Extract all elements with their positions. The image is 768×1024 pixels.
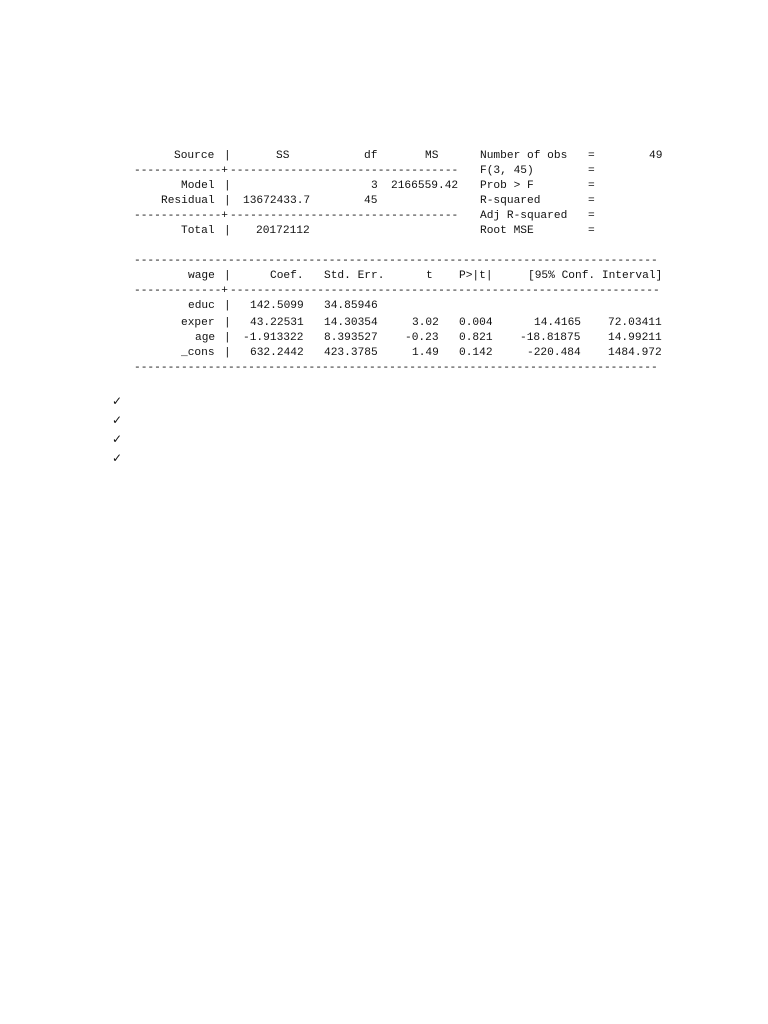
coef-ci-low: 14.4165	[534, 317, 581, 329]
checkmark-icon: ✓	[112, 413, 123, 427]
coef-se: 14.30354	[324, 317, 378, 329]
coef-vbar: |	[224, 332, 231, 344]
coef-var: age	[195, 332, 216, 344]
coef-rule-bottom: ------------------------------------------------------------------------------	[134, 362, 658, 374]
fit-stat-eq: =	[588, 195, 595, 207]
coef-t: 1.49	[412, 347, 439, 359]
fit-stat-label: Root MSE	[480, 225, 534, 237]
coef-value: 632.2442	[250, 347, 304, 359]
fit-stat-eq: =	[588, 180, 595, 192]
fit-stat-label: Number of obs	[480, 150, 568, 162]
anova-vbar: |	[224, 225, 231, 237]
anova-row-label: Residual	[161, 195, 215, 207]
anova-header-df: df	[364, 150, 378, 162]
coef-se: 8.393527	[324, 332, 378, 344]
coef-rule-sep-right: ----------------------------------------------------------------	[230, 285, 660, 297]
coef-ci-low: -220.484	[527, 347, 581, 359]
coef-p: 0.004	[459, 317, 493, 329]
checkmark-icon: ✓	[112, 432, 123, 446]
fit-stat-label: Prob > F	[480, 180, 534, 192]
coef-value: 43.22531	[250, 317, 304, 329]
anova-row-ss: 20172112	[256, 225, 310, 237]
coef-vbar: |	[224, 300, 231, 312]
anova-row-ms: 2166559.42	[391, 180, 459, 192]
fit-stat-label: F(3, 45)	[480, 165, 534, 177]
coef-ci-high: 1484.972	[608, 347, 662, 359]
coef-header-p: P>|t|	[459, 270, 493, 282]
coef-vbar: |	[224, 347, 231, 359]
anova-row-df: 45	[364, 195, 378, 207]
fit-stat-label: R-squared	[480, 195, 541, 207]
anova-rule-right: ----------------------------------	[230, 210, 459, 222]
coef-rule-top: ------------------------------------------------------------------------------	[134, 255, 658, 267]
coef-header-ci: [95% Conf. Interval]	[528, 270, 663, 282]
anova-row-ss: 13672433.7	[243, 195, 311, 207]
anova-header-source: Source	[174, 150, 215, 162]
anova-row-label: Model	[181, 180, 215, 192]
coef-se: 423.3785	[324, 347, 378, 359]
anova-row-df: 3	[371, 180, 378, 192]
coef-t: -0.23	[405, 332, 439, 344]
fit-stat-eq: =	[588, 165, 595, 177]
coef-ci-high: 72.03411	[608, 317, 662, 329]
fit-stat-label: Adj R-squared	[480, 210, 568, 222]
anova-vbar: |	[224, 150, 231, 162]
checkmark-icon: ✓	[112, 394, 123, 408]
coef-vbar: |	[224, 270, 231, 282]
anova-row-label: Total	[181, 225, 215, 237]
coef-p: 0.142	[459, 347, 493, 359]
anova-rule-left: -------------+	[134, 210, 228, 222]
coef-var: exper	[181, 317, 215, 329]
coef-var: educ	[188, 300, 215, 312]
fit-stat-eq: =	[588, 150, 595, 162]
coef-ci-high: 14.99211	[608, 332, 662, 344]
coef-p: 0.821	[459, 332, 493, 344]
coef-value: -1.913322	[243, 332, 304, 344]
coef-var: _cons	[181, 347, 215, 359]
anova-vbar: |	[224, 180, 231, 192]
coef-header-se: Std. Err.	[324, 270, 385, 282]
anova-header-ms: MS	[425, 150, 439, 162]
coef-header-t: t	[426, 270, 433, 282]
coef-se: 34.85946	[324, 300, 378, 312]
coef-t: 3.02	[412, 317, 439, 329]
regression-output	[0, 0, 768, 400]
checkmark-icon: ✓	[112, 451, 123, 465]
coef-ci-low: -18.81875	[520, 332, 581, 344]
coef-value: 142.5099	[250, 300, 304, 312]
fit-stat-value: 49	[649, 150, 663, 162]
anova-header-ss: SS	[276, 150, 290, 162]
coef-vbar: |	[224, 317, 231, 329]
coef-header-depvar: wage	[188, 270, 215, 282]
anova-rule-right: ----------------------------------	[230, 165, 459, 177]
anova-rule-left: -------------+	[134, 165, 228, 177]
fit-stat-eq: =	[588, 210, 595, 222]
anova-vbar: |	[224, 195, 231, 207]
fit-stat-eq: =	[588, 225, 595, 237]
coef-header-coef: Coef.	[270, 270, 304, 282]
coef-rule-sep-left: -------------+	[134, 285, 228, 297]
